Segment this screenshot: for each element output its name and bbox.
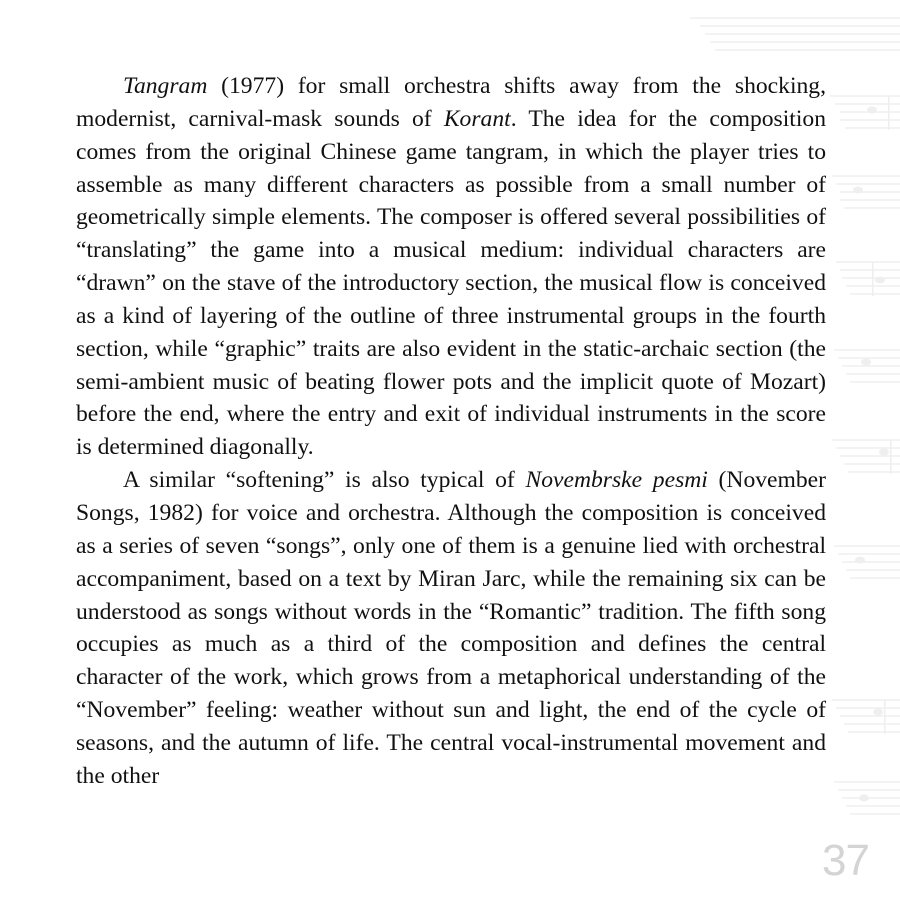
paragraph-text: (November Songs, 1982) for voice and orchestra. Although the composition is conceived as a series of seven “songs”, only one of them is a genuine lied with orchestral accompaniment, based on a text by Miran Jarc, while the remaining six can be understood as songs without words in the “Romantic” tradition. The fifth song occupies as much as a third of the composition and defines the central character of the work, which grows from a metaphorical understanding of the “November” feeling: weather without sun and light, the end of the cycle of seasons, and the autumn of life. The central vocal-instrumental movement and the other	[76, 467, 826, 789]
paragraph-text: . The idea for the composition comes from the original Chinese game tangram, in which the player tries to assemble as many different characters as possible from a small number of geometrically simple elements. The composer is offered several possibilities of “translating” the game into a musical medium: individual characters are “drawn” on the stave of the introductory section, the musical flow is conceived as a kind of layering of the outline of three instrumental groups in the fourth section, while “graphic” traits are also evident in the static-archaic section (the semi-ambient music of beating flower pots and the implicit quote of Mozart) before the end, where the entry and exit of individual instruments in the score is determined diagonally.	[76, 105, 826, 461]
page-number: 37	[822, 836, 869, 885]
paragraph-tangram	[76, 70, 826, 464]
work-title-novembrske-pesmi: Novembrske pesmi	[525, 467, 708, 494]
work-title-tangram: Tangram	[123, 73, 208, 99]
paragraph-text: (1977) for small orchestra shifts away from the shocking, modernist, carnival-mask sounds of	[76, 73, 826, 132]
paragraph-text: A similar “softening” is also typical of	[123, 467, 526, 494]
work-title-korant: Korant	[443, 105, 511, 132]
body-text	[76, 70, 826, 793]
paragraph-novembrske-pesmi	[76, 464, 826, 792]
